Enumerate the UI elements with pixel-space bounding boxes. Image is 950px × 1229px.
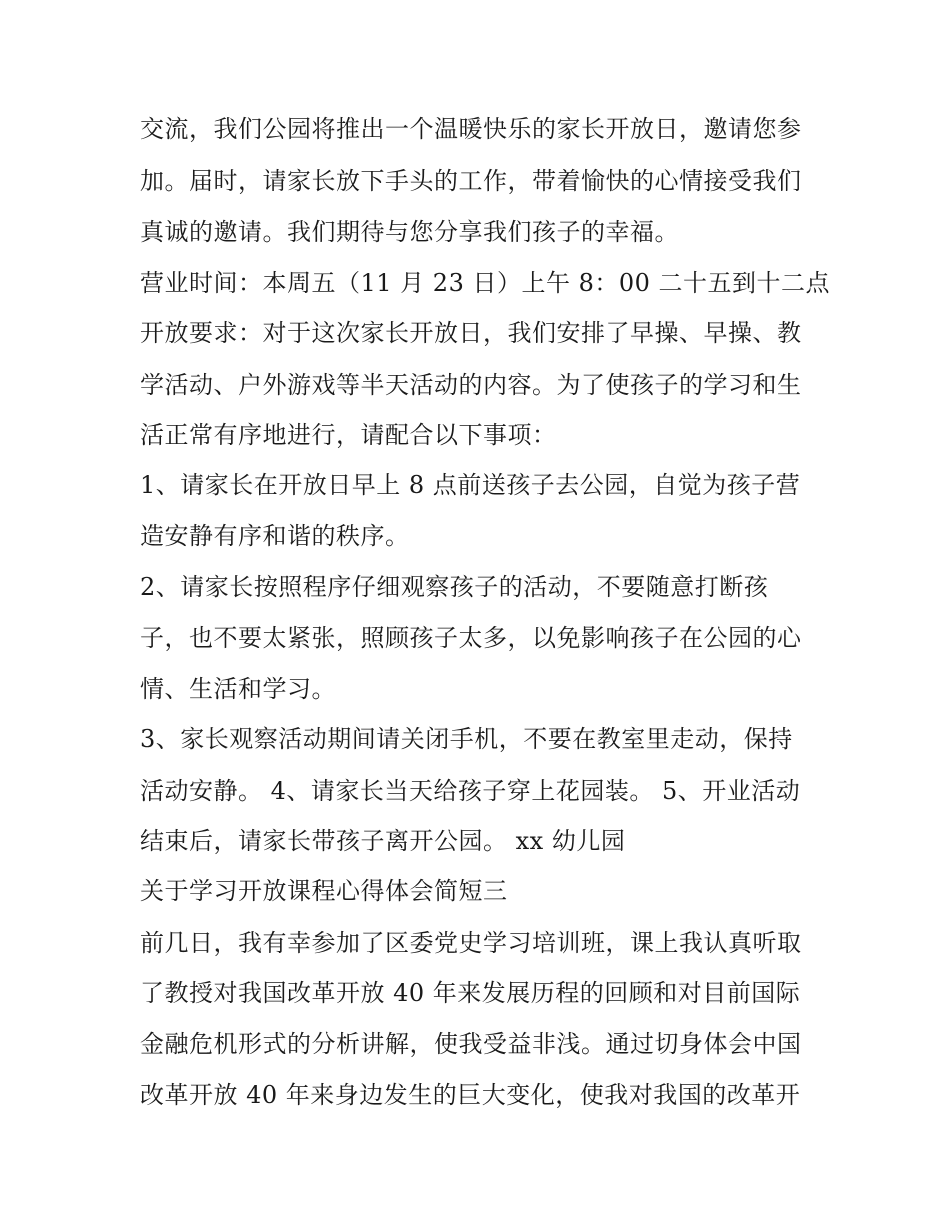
text-line: 开放要求：对于这次家长开放日，我们安排了早操、早操、教 xyxy=(140,319,802,347)
text-line: 前几日，我有幸参加了区委党史学习培训班，课上我认真听取 xyxy=(140,929,802,957)
text-line: 交流，我们公园将推出一个温暖快乐的家长开放日，邀请您参 xyxy=(140,115,802,143)
text-line: 活正常有序地进行，请配合以下事项： xyxy=(140,421,557,449)
text-line: 2、请家长按照程序仔细观察孩子的活动，不要随意打断孩 xyxy=(140,573,769,601)
text-line: 学活动、户外游戏等半天活动的内容。为了使孩子的学习和生 xyxy=(140,371,802,399)
section-heading: 关于学习开放课程心得体会简短三 xyxy=(140,877,508,905)
text-line: 结束后，请家长带孩子离开公园。 xx 幼儿园 xyxy=(140,827,626,855)
text-line: 1、请家长在开放日早上 8 点前送孩子去公园，自觉为孩子营 xyxy=(140,471,801,499)
text-line: 真诚的邀请。我们期待与您分享我们孩子的幸福。 xyxy=(140,218,679,246)
text-line: 营业时间：本周五（11 月 23 日）上午 8：00 二十五到十二点 xyxy=(140,269,831,297)
text-line: 活动安静。 4、请家长当天给孩子穿上花园装。 5、开业活动 xyxy=(140,777,801,805)
text-line: 改革开放 40 年来身边发生的巨大变化，使我对我国的改革开 xyxy=(140,1081,801,1109)
text-line: 了教授对我国改革开放 40 年来发展历程的回顾和对目前国际 xyxy=(140,979,801,1007)
text-line: 3、家长观察活动期间请关闭手机，不要在教室里走动，保持 xyxy=(140,725,793,753)
text-line: 情、生活和学习。 xyxy=(140,675,336,703)
text-line: 子，也不要太紧张，照顾孩子太多，以免影响孩子在公园的心 xyxy=(140,624,802,652)
text-line: 加。届时，请家长放下手头的工作，带着愉快的心情接受我们 xyxy=(140,167,802,195)
text-line: 金融危机形式的分析讲解，使我受益非浅。通过切身体会中国 xyxy=(140,1030,802,1058)
text-line: 造安静有序和谐的秩序。 xyxy=(140,522,410,550)
